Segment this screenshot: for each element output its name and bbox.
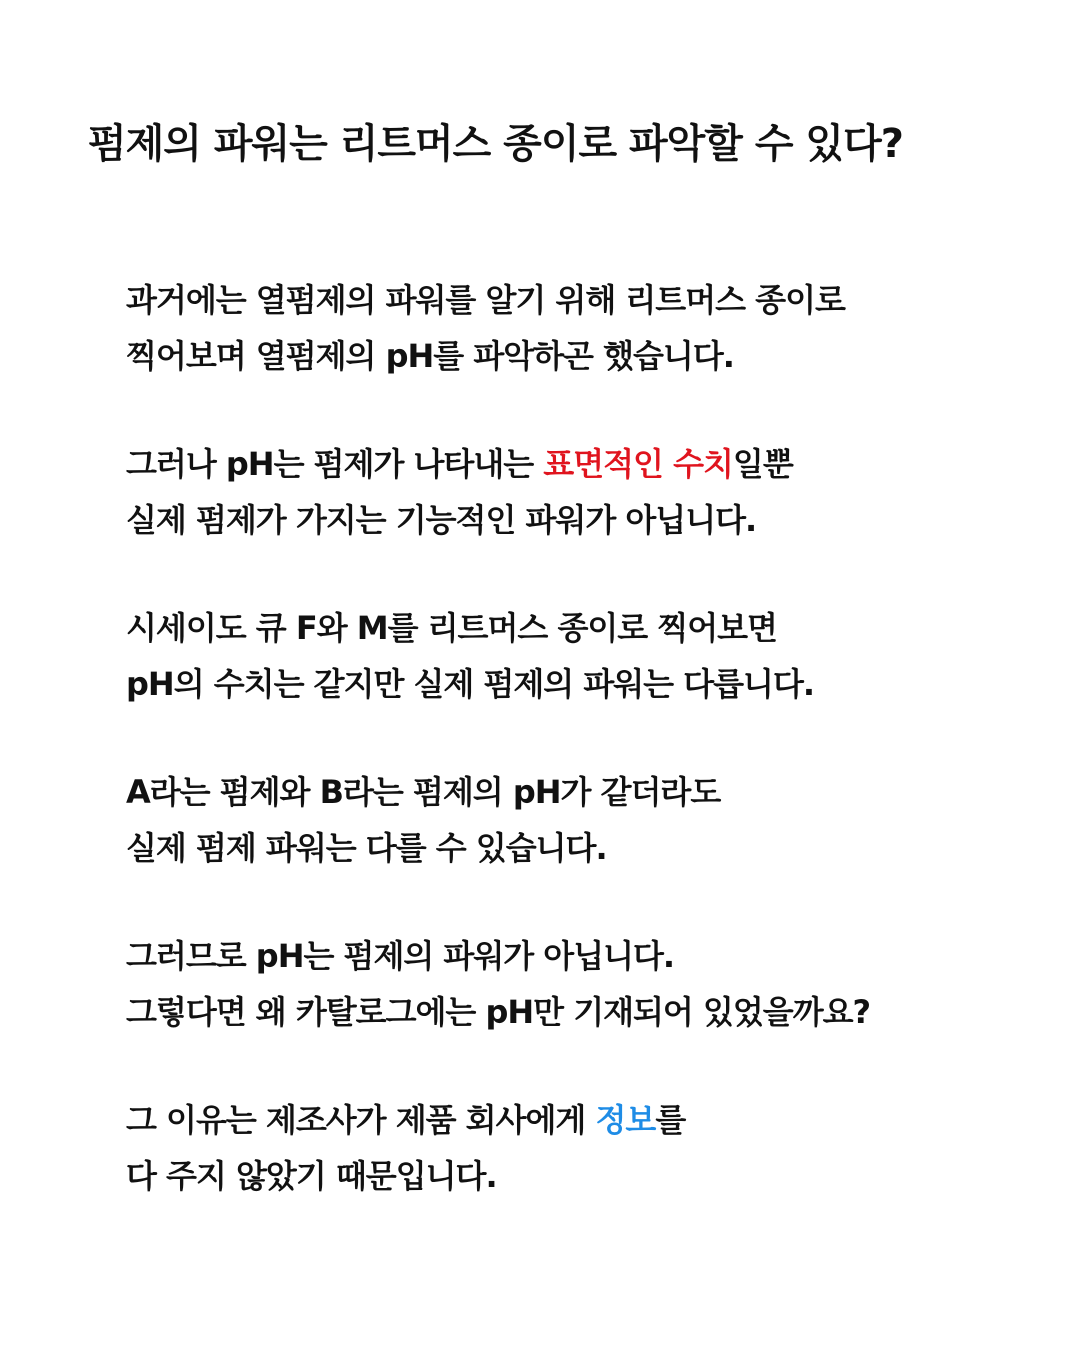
highlight-red-text: 표면적인 수치 (543, 445, 733, 483)
paragraph-line: 그렇다면 왜 카탈로그에는 pH만 기재되어 있었을까요? (126, 993, 871, 1031)
text-segment: 를 (655, 1101, 686, 1139)
paragraph-line: 실제 펌제가 가지는 기능적인 파워가 아닙니다. (126, 501, 757, 539)
paragraph-line: 실제 펌제 파워는 다를 수 있습니다. (126, 829, 607, 867)
paragraph-ph-surface-value (126, 436, 1026, 548)
paragraph-line: pH의 수치는 같지만 실제 펌제의 파워는 다릅니다. (126, 665, 815, 703)
paragraph-catalog-question (126, 928, 1026, 1040)
paragraph-line: 과거에는 열펌제의 파워를 알기 위해 리트머스 종이로 (126, 281, 845, 319)
paragraph-shiseido-example (126, 600, 1026, 712)
paragraph-litmus-history (126, 272, 1026, 384)
text-segment: 그 이유는 제조사가 제품 회사에게 (126, 1101, 596, 1139)
paragraph-line: 다 주지 않았기 때문입니다. (126, 1157, 497, 1195)
text-segment: 일뿐 (732, 445, 793, 483)
paragraph-line: A라는 펌제와 B라는 펌제의 pH가 같더라도 (126, 773, 721, 811)
paragraph-line (126, 436, 1026, 492)
text-segment: 그러나 pH는 펌제가 나타내는 (126, 445, 544, 483)
highlight-blue-text: 정보 (595, 1101, 656, 1139)
paragraph-line: 찍어보며 열펌제의 pH를 파악하곤 했습니다. (126, 337, 734, 375)
paragraph-line: 그러므로 pH는 펌제의 파워가 아닙니다. (126, 937, 675, 975)
paragraph-line (126, 1092, 1026, 1148)
paragraph-reason (126, 1092, 1026, 1204)
paragraph-a-b-example (126, 764, 1026, 876)
paragraph-line: 시세이도 큐 F와 M를 리트머스 종이로 찍어보면 (126, 609, 777, 647)
page-title: 펌제의 파워는 리트머스 종이로 파악할 수 있다? (88, 121, 903, 167)
body-text (126, 272, 1026, 1256)
